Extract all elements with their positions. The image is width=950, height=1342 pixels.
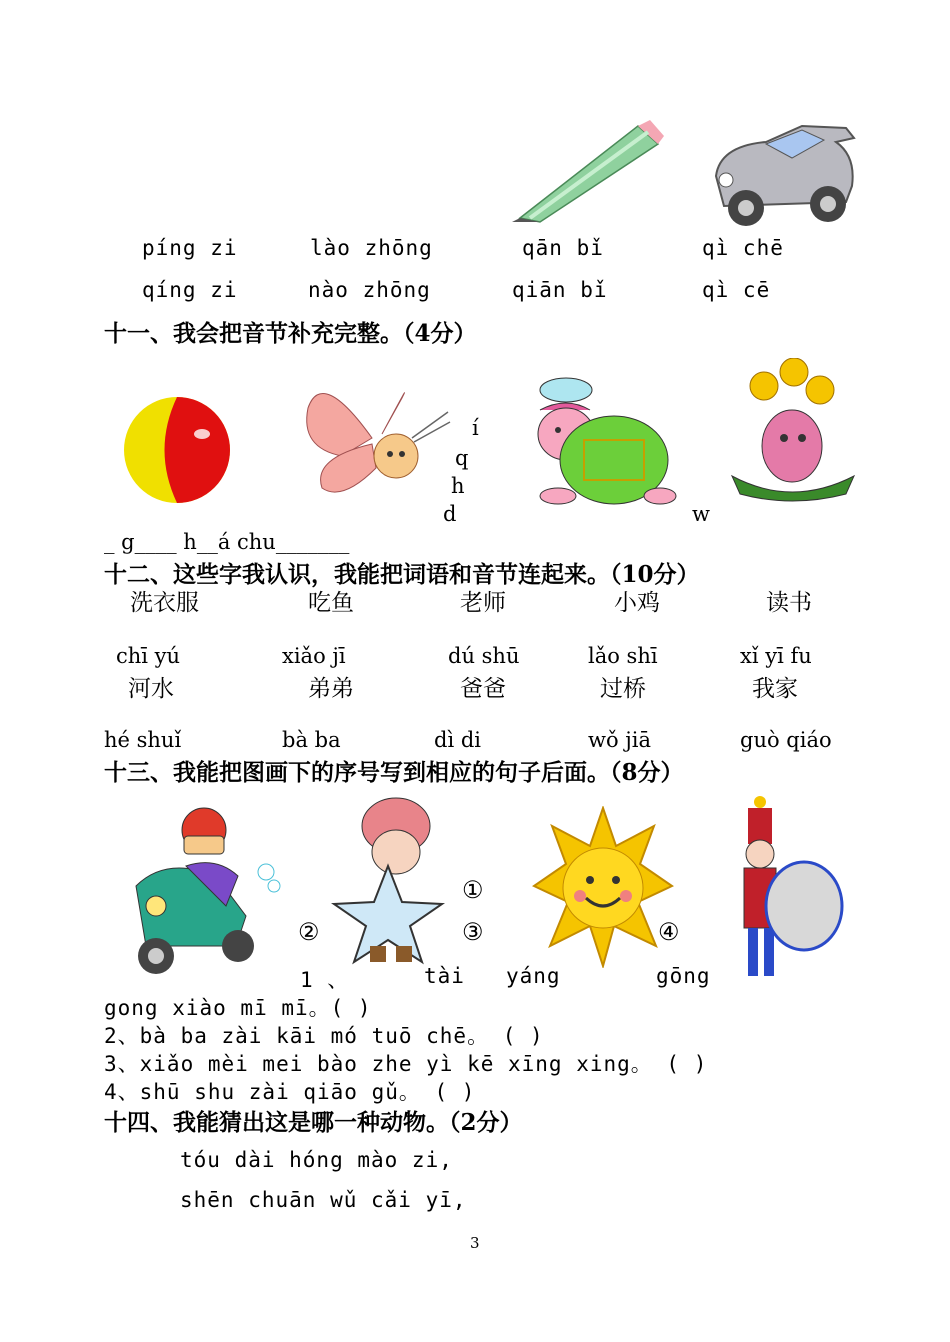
letter-i: í <box>472 416 479 440</box>
sun-image <box>532 806 674 968</box>
marker-1: ① <box>462 876 484 904</box>
pencil-image <box>508 118 666 224</box>
word-item: 我家 <box>752 676 798 702</box>
pinyin-item: lào zhōng <box>310 236 433 260</box>
word-item: 小鸡 <box>614 590 660 616</box>
fill-line: _ g____ h__á chu_______ <box>104 530 350 554</box>
section-heading: 十一、我会把音节补充完整。（4分） <box>104 320 477 347</box>
flower-boat-image <box>726 358 860 508</box>
pinyin-item: dú shū <box>448 644 520 668</box>
word-item: 洗衣服 <box>130 590 199 616</box>
pinyin-item: bà ba <box>282 728 341 752</box>
sentence-part: yáng <box>506 964 561 988</box>
drummer-image <box>738 794 846 980</box>
sentence-line: 3、xiǎo mèi mei bào zhe yì kē xīng xing。 ( ) <box>104 1052 708 1076</box>
pinyin-item: píng zi <box>142 236 238 260</box>
sentence-part: gōng <box>656 964 711 988</box>
pinyin-item: xiǎo jī <box>282 644 346 668</box>
sentence-part: tài <box>424 964 465 988</box>
riddle-line: shēn chuān wǔ cǎi yī, <box>180 1188 467 1212</box>
marker-2: ② <box>298 918 320 946</box>
sentence-line: gong xiào mī mī。( ) <box>104 996 372 1020</box>
word-item: 河水 <box>128 676 174 702</box>
word-item: 弟弟 <box>308 676 354 702</box>
pinyin-item: qì cē <box>702 278 771 302</box>
girl-star-image <box>330 796 452 966</box>
pinyin-item: qíng zi <box>142 278 238 302</box>
pinyin-item: dì di <box>434 728 481 752</box>
section-heading: 十二、这些字我认识，我能把词语和音节连起来。（10分） <box>104 561 700 588</box>
word-item: 爸爸 <box>460 676 506 702</box>
letter-h: h <box>451 474 465 498</box>
pinyin-item: hé shuǐ <box>104 728 182 752</box>
sentence-line: 4、shū shu zài qiāo gǔ。 ( ) <box>104 1080 476 1104</box>
pinyin-item: chī yú <box>116 644 181 668</box>
pinyin-item: xǐ yī fu <box>740 644 812 668</box>
section-heading: 十三、我能把图画下的序号写到相应的句子后面。（8分） <box>104 759 684 786</box>
page-number: 3 <box>470 1234 480 1252</box>
pinyin-item: qì chē <box>702 236 784 260</box>
riddle-line: tóu dài hóng mào zi, <box>180 1148 453 1172</box>
letter-q: q <box>455 446 469 470</box>
word-item: 过桥 <box>600 676 646 702</box>
pinyin-item: guò qiáo <box>740 728 832 752</box>
section-heading: 十四、我能猜出这是哪一种动物。（2分） <box>104 1109 523 1136</box>
sentence-line: 2、bà ba zài kāi mó tuō chē。 ( ) <box>104 1024 544 1048</box>
marker-4: ④ <box>658 918 680 946</box>
ball-image <box>122 394 232 506</box>
turtle-image <box>530 376 678 522</box>
pinyin-item: wǒ jiā <box>588 728 652 752</box>
pinyin-item: nào zhōng <box>308 278 431 302</box>
letter-w: w <box>692 502 710 526</box>
letter-d: d <box>443 502 457 526</box>
butterfly-image <box>302 378 452 502</box>
pinyin-item: lǎo shī <box>588 644 658 668</box>
pinyin-item: qān bǐ <box>522 236 604 260</box>
word-item: 读书 <box>766 590 812 616</box>
word-item: 老师 <box>460 590 506 616</box>
word-item: 吃鱼 <box>308 590 354 616</box>
marker-3: ③ <box>462 918 484 946</box>
scooter-image <box>126 806 282 980</box>
pinyin-item: qiān bǐ <box>512 278 608 302</box>
car-image <box>706 116 858 230</box>
sentence-part: 1 、 <box>300 968 350 992</box>
